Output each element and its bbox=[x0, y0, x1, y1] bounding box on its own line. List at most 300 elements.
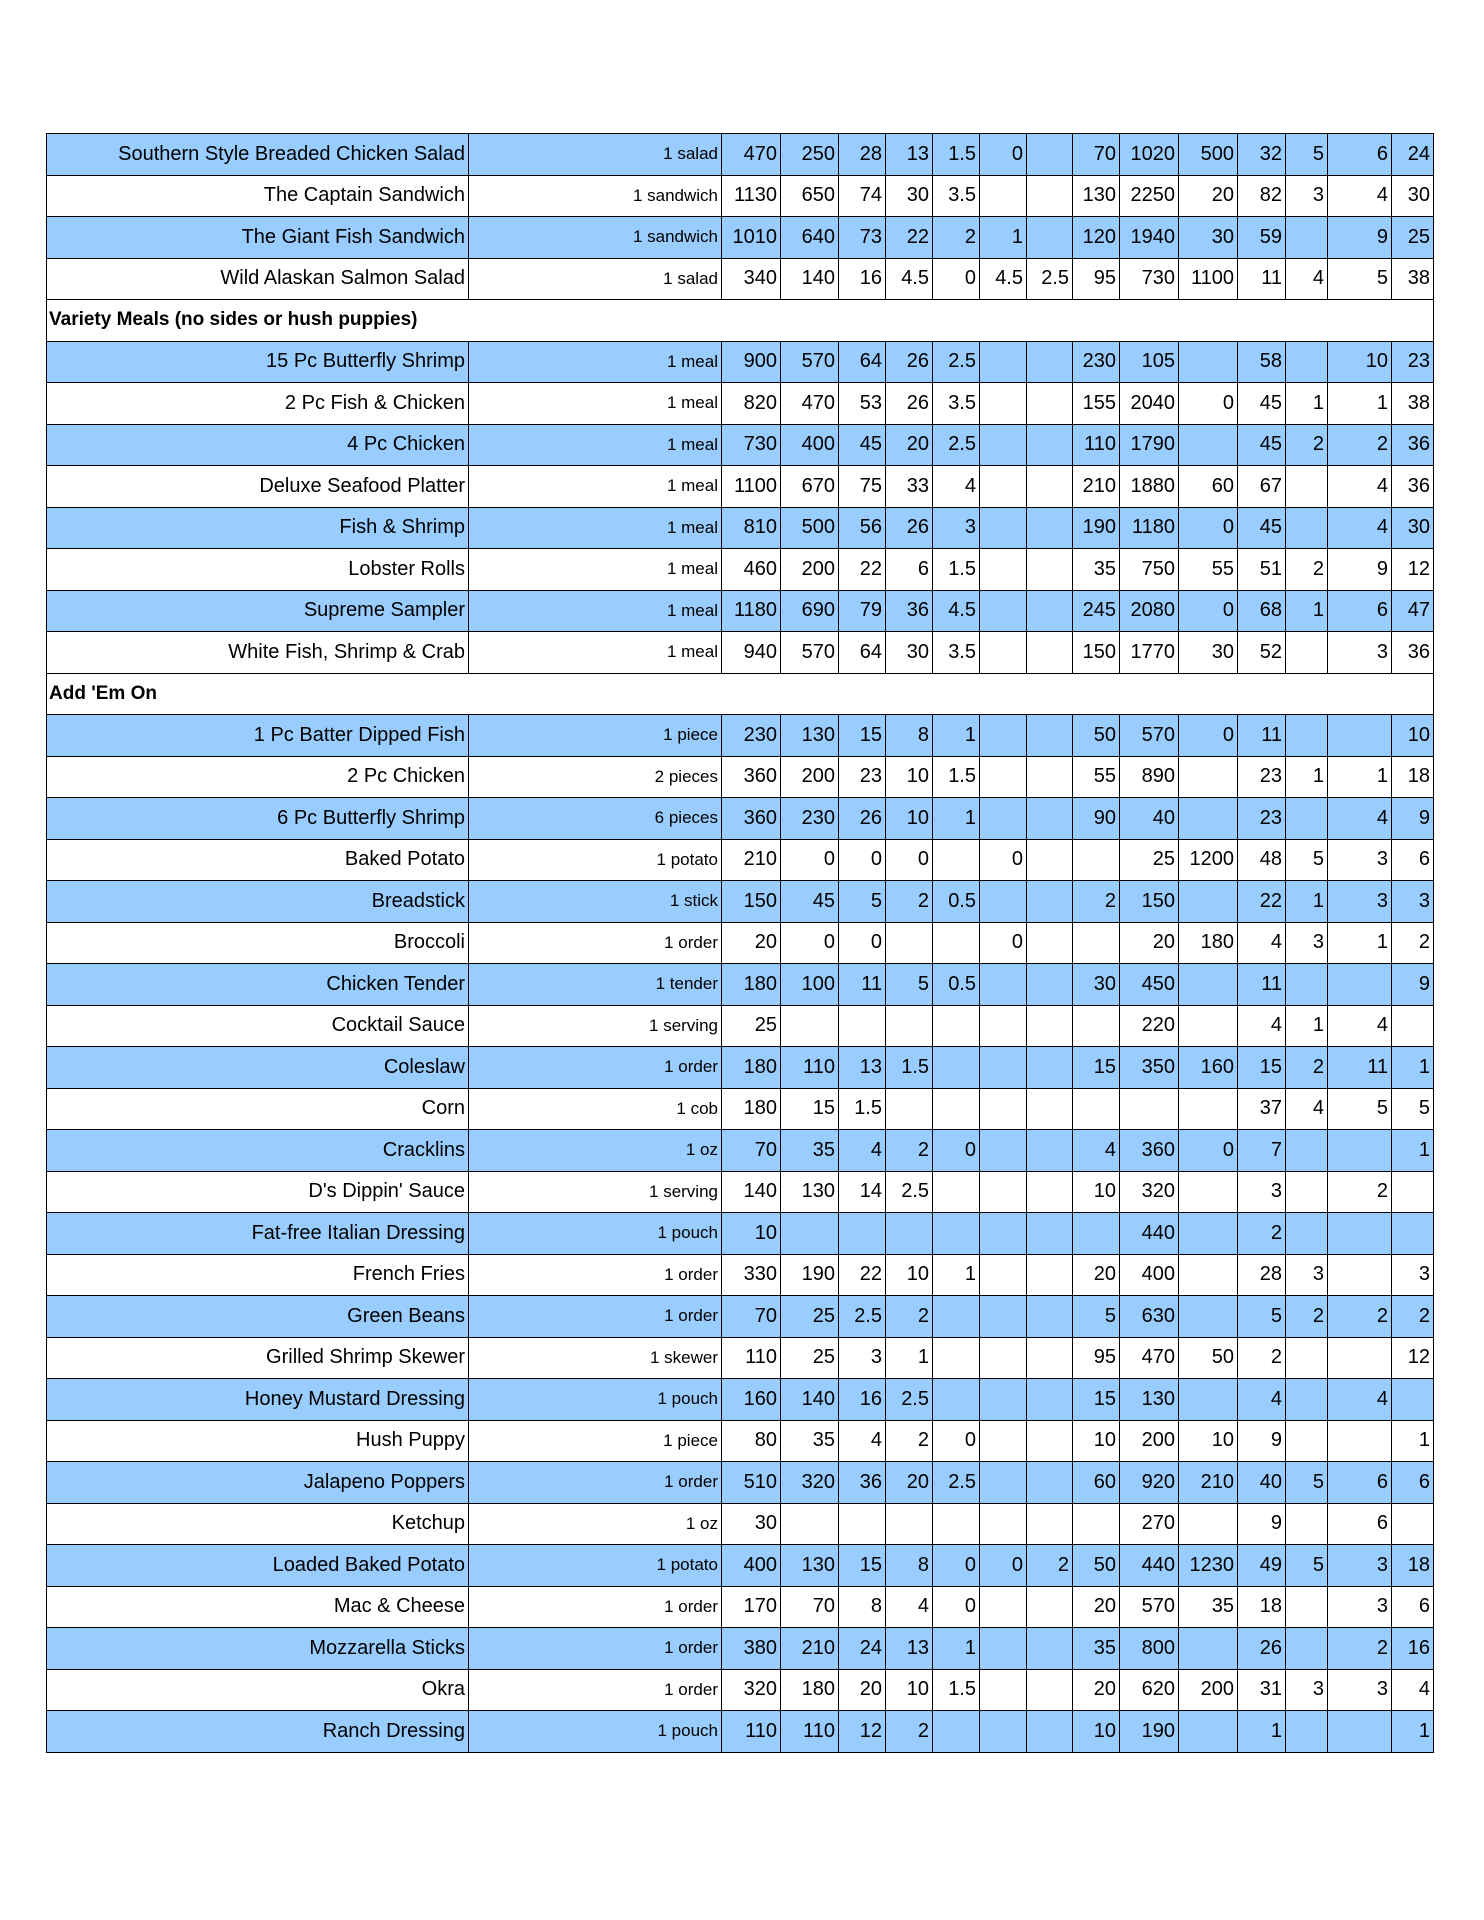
nutrient-value-cell bbox=[1392, 1503, 1434, 1545]
nutrient-value-cell bbox=[886, 1213, 933, 1255]
nutrient-value-cell: 1 bbox=[1286, 383, 1328, 425]
nutrient-value-cell: 1010 bbox=[722, 217, 781, 259]
nutrient-value-cell: 180 bbox=[1179, 922, 1238, 964]
nutrient-value-cell: 200 bbox=[1179, 1669, 1238, 1711]
table-row bbox=[47, 549, 1434, 591]
nutrient-value-cell: 70 bbox=[1073, 134, 1120, 176]
table-row bbox=[47, 1130, 1434, 1172]
nutrient-value-cell: 190 bbox=[781, 1254, 839, 1296]
nutrient-value-cell: 23 bbox=[839, 756, 886, 798]
nutrient-value-cell: 25 bbox=[1120, 839, 1179, 881]
nutrient-value-cell: 160 bbox=[1179, 1047, 1238, 1089]
nutrient-value-cell: 26 bbox=[1238, 1628, 1286, 1670]
nutrient-value-cell: 110 bbox=[722, 1337, 781, 1379]
nutrient-value-cell: 0 bbox=[980, 134, 1027, 176]
table-row bbox=[47, 839, 1434, 881]
nutrient-value-cell bbox=[980, 1337, 1027, 1379]
nutrient-value-cell: 20 bbox=[839, 1669, 886, 1711]
nutrient-value-cell bbox=[933, 839, 980, 881]
table-row bbox=[47, 1254, 1434, 1296]
nutrient-value-cell: 52 bbox=[1238, 632, 1286, 674]
nutrient-value-cell bbox=[1179, 1213, 1238, 1255]
nutrient-value-cell bbox=[781, 1213, 839, 1255]
nutrient-value-cell: 220 bbox=[1120, 1005, 1179, 1047]
nutrient-value-cell: 1 bbox=[933, 1254, 980, 1296]
nutrient-value-cell bbox=[1027, 175, 1073, 217]
nutrient-value-cell: 8 bbox=[886, 715, 933, 757]
nutrient-value-cell: 120 bbox=[1073, 217, 1120, 259]
nutrient-value-cell bbox=[1027, 1254, 1073, 1296]
nutrient-value-cell: 4 bbox=[1073, 1130, 1120, 1172]
nutrient-value-cell: 13 bbox=[886, 1628, 933, 1670]
nutrient-value-cell: 500 bbox=[1179, 134, 1238, 176]
nutrient-value-cell bbox=[1286, 1711, 1328, 1753]
nutrient-value-cell: 800 bbox=[1120, 1628, 1179, 1670]
nutrient-value-cell bbox=[839, 1213, 886, 1255]
nutrient-value-cell: 2 bbox=[1328, 1628, 1392, 1670]
nutrient-value-cell: 30 bbox=[886, 175, 933, 217]
nutrient-value-cell: 36 bbox=[1392, 632, 1434, 674]
nutrient-value-cell: 16 bbox=[1392, 1628, 1434, 1670]
table-row bbox=[47, 1171, 1434, 1213]
nutrient-value-cell bbox=[1179, 1296, 1238, 1338]
nutrient-value-cell: 130 bbox=[781, 715, 839, 757]
nutrient-value-cell: 22 bbox=[1238, 881, 1286, 923]
nutrient-value-cell bbox=[1179, 1171, 1238, 1213]
nutrient-value-cell bbox=[1179, 1254, 1238, 1296]
nutrient-value-cell: 51 bbox=[1238, 549, 1286, 591]
table-row bbox=[47, 1213, 1434, 1255]
nutrient-value-cell: 190 bbox=[1073, 507, 1120, 549]
serving-size-cell: 1 pouch bbox=[469, 1213, 722, 1255]
nutrient-value-cell: 650 bbox=[781, 175, 839, 217]
item-name-cell: Loaded Baked Potato bbox=[47, 1545, 469, 1587]
nutrient-value-cell: 330 bbox=[722, 1254, 781, 1296]
nutrient-value-cell: 4 bbox=[1238, 1379, 1286, 1421]
nutrient-value-cell: 14 bbox=[839, 1171, 886, 1213]
table-row bbox=[47, 1047, 1434, 1089]
nutrient-value-cell: 20 bbox=[1073, 1669, 1120, 1711]
nutrient-value-cell bbox=[1328, 1711, 1392, 1753]
nutrient-value-cell: 30 bbox=[886, 632, 933, 674]
serving-size-cell: 1 cob bbox=[469, 1088, 722, 1130]
nutrient-value-cell: 25 bbox=[781, 1296, 839, 1338]
nutrient-value-cell: 0 bbox=[781, 922, 839, 964]
nutrient-value-cell: 6 bbox=[1392, 1462, 1434, 1504]
nutrient-value-cell bbox=[1286, 964, 1328, 1006]
nutrient-value-cell: 2 bbox=[886, 1130, 933, 1172]
nutrient-value-cell: 320 bbox=[781, 1462, 839, 1504]
nutrient-value-cell bbox=[980, 1462, 1027, 1504]
table-row bbox=[47, 798, 1434, 840]
nutrient-value-cell bbox=[1286, 507, 1328, 549]
table-row bbox=[47, 1669, 1434, 1711]
nutrient-value-cell: 130 bbox=[1073, 175, 1120, 217]
nutrient-value-cell: 1.5 bbox=[933, 1669, 980, 1711]
nutrient-value-cell bbox=[1073, 1213, 1120, 1255]
nutrient-value-cell: 35 bbox=[781, 1130, 839, 1172]
nutrient-value-cell bbox=[1179, 881, 1238, 923]
table-row bbox=[47, 1379, 1434, 1421]
nutrient-value-cell: 1 bbox=[1238, 1711, 1286, 1753]
nutrient-value-cell: 13 bbox=[839, 1047, 886, 1089]
nutrient-value-cell: 0.5 bbox=[933, 881, 980, 923]
nutrient-value-cell: 400 bbox=[781, 424, 839, 466]
serving-size-cell: 1 serving bbox=[469, 1171, 722, 1213]
nutrient-value-cell: 210 bbox=[1073, 466, 1120, 508]
nutrient-value-cell bbox=[1179, 964, 1238, 1006]
nutrient-value-cell: 3 bbox=[1328, 632, 1392, 674]
nutrient-value-cell: 0 bbox=[980, 922, 1027, 964]
nutrient-value-cell: 200 bbox=[781, 756, 839, 798]
nutrient-value-cell bbox=[1073, 1088, 1120, 1130]
nutrient-value-cell: 10 bbox=[886, 1254, 933, 1296]
table-row bbox=[47, 922, 1434, 964]
nutrient-value-cell bbox=[933, 1005, 980, 1047]
nutrient-value-cell: 2.5 bbox=[886, 1171, 933, 1213]
nutrient-value-cell bbox=[1027, 1462, 1073, 1504]
nutrient-value-cell bbox=[886, 1005, 933, 1047]
nutrient-value-cell: 11 bbox=[1238, 964, 1286, 1006]
nutrient-value-cell: 20 bbox=[1073, 1254, 1120, 1296]
nutrient-value-cell: 230 bbox=[1073, 341, 1120, 383]
item-name-cell: 6 Pc Butterfly Shrimp bbox=[47, 798, 469, 840]
nutrient-value-cell: 5 bbox=[1238, 1296, 1286, 1338]
nutrient-value-cell bbox=[980, 1379, 1027, 1421]
serving-size-cell: 1 meal bbox=[469, 424, 722, 466]
nutrient-value-cell: 10 bbox=[1073, 1171, 1120, 1213]
nutrient-value-cell: 11 bbox=[839, 964, 886, 1006]
nutrient-value-cell: 110 bbox=[722, 1711, 781, 1753]
serving-size-cell: 2 pieces bbox=[469, 756, 722, 798]
nutrient-value-cell: 1 bbox=[933, 798, 980, 840]
nutrient-value-cell: 56 bbox=[839, 507, 886, 549]
nutrient-value-cell: 4 bbox=[1328, 175, 1392, 217]
serving-size-cell: 1 meal bbox=[469, 549, 722, 591]
nutrient-value-cell: 15 bbox=[839, 715, 886, 757]
nutrient-value-cell: 0 bbox=[980, 839, 1027, 881]
nutrient-value-cell: 160 bbox=[722, 1379, 781, 1421]
nutrient-value-cell bbox=[933, 1337, 980, 1379]
nutrient-value-cell: 620 bbox=[1120, 1669, 1179, 1711]
nutrient-value-cell: 4 bbox=[839, 1130, 886, 1172]
nutrient-value-cell bbox=[886, 922, 933, 964]
table-row bbox=[47, 1545, 1434, 1587]
nutrient-value-cell: 1230 bbox=[1179, 1545, 1238, 1587]
nutrient-value-cell bbox=[980, 1213, 1027, 1255]
nutrient-value-cell: 1 bbox=[1286, 881, 1328, 923]
nutrient-value-cell: 3.5 bbox=[933, 383, 980, 425]
item-name-cell: White Fish, Shrimp & Crab bbox=[47, 632, 469, 674]
nutrient-value-cell: 3 bbox=[1286, 1254, 1328, 1296]
nutrient-value-cell bbox=[1027, 756, 1073, 798]
nutrient-value-cell: 1 bbox=[1328, 922, 1392, 964]
nutrient-value-cell bbox=[980, 1420, 1027, 1462]
nutrient-value-cell: 30 bbox=[1392, 507, 1434, 549]
nutrient-value-cell bbox=[1027, 549, 1073, 591]
nutrient-value-cell bbox=[1027, 1379, 1073, 1421]
table-row bbox=[47, 134, 1434, 176]
nutrient-value-cell: 55 bbox=[1179, 549, 1238, 591]
nutrient-value-cell: 23 bbox=[1238, 798, 1286, 840]
nutrient-value-cell: 1.5 bbox=[933, 756, 980, 798]
nutrient-value-cell: 1 bbox=[1286, 590, 1328, 632]
nutrient-value-cell bbox=[980, 507, 1027, 549]
nutrient-value-cell: 35 bbox=[781, 1420, 839, 1462]
nutrient-value-cell: 3 bbox=[1238, 1171, 1286, 1213]
nutrient-value-cell bbox=[1073, 839, 1120, 881]
nutrient-value-cell: 50 bbox=[1073, 715, 1120, 757]
nutrient-value-cell: 49 bbox=[1238, 1545, 1286, 1587]
nutrient-value-cell: 1.5 bbox=[933, 134, 980, 176]
nutrient-value-cell bbox=[933, 1171, 980, 1213]
nutrient-value-cell: 1020 bbox=[1120, 134, 1179, 176]
nutrient-value-cell: 25 bbox=[781, 1337, 839, 1379]
nutrient-value-cell bbox=[1286, 632, 1328, 674]
nutrient-value-cell bbox=[1392, 1171, 1434, 1213]
table-row bbox=[47, 1586, 1434, 1628]
nutrient-value-cell bbox=[1286, 1628, 1328, 1670]
nutrient-value-cell: 2 bbox=[1027, 1545, 1073, 1587]
nutrient-value-cell: 320 bbox=[722, 1669, 781, 1711]
nutrient-value-cell: 1 bbox=[1392, 1711, 1434, 1753]
nutrient-value-cell: 3 bbox=[1328, 839, 1392, 881]
nutrient-value-cell bbox=[1328, 1130, 1392, 1172]
nutrient-value-cell bbox=[980, 798, 1027, 840]
nutrient-value-cell: 2 bbox=[886, 1296, 933, 1338]
nutrient-value-cell: 15 bbox=[781, 1088, 839, 1130]
nutrient-value-cell: 22 bbox=[886, 217, 933, 259]
nutrient-value-cell: 26 bbox=[886, 341, 933, 383]
nutrient-value-cell bbox=[980, 715, 1027, 757]
nutrient-value-cell: 20 bbox=[1120, 922, 1179, 964]
nutrient-value-cell: 470 bbox=[781, 383, 839, 425]
nutrient-value-cell: 100 bbox=[781, 964, 839, 1006]
nutrient-value-cell: 53 bbox=[839, 383, 886, 425]
nutrient-value-cell: 360 bbox=[1120, 1130, 1179, 1172]
nutrient-value-cell: 23 bbox=[1392, 341, 1434, 383]
nutrient-value-cell: 50 bbox=[1179, 1337, 1238, 1379]
nutrient-value-cell: 0 bbox=[933, 1545, 980, 1587]
nutrient-value-cell: 70 bbox=[722, 1296, 781, 1338]
nutrient-value-cell: 9 bbox=[1328, 549, 1392, 591]
nutrient-value-cell: 64 bbox=[839, 632, 886, 674]
nutrient-value-cell: 26 bbox=[886, 507, 933, 549]
nutrient-value-cell: 510 bbox=[722, 1462, 781, 1504]
item-name-cell: Corn bbox=[47, 1088, 469, 1130]
nutrient-value-cell: 15 bbox=[1073, 1047, 1120, 1089]
nutrient-value-cell bbox=[1027, 1296, 1073, 1338]
nutrient-value-cell: 4 bbox=[839, 1420, 886, 1462]
table-row bbox=[47, 424, 1434, 466]
table-row bbox=[47, 507, 1434, 549]
serving-size-cell: 1 tender bbox=[469, 964, 722, 1006]
table-row bbox=[47, 715, 1434, 757]
nutrient-value-cell: 500 bbox=[781, 507, 839, 549]
nutrient-value-cell: 0 bbox=[781, 839, 839, 881]
nutrient-value-cell: 4.5 bbox=[980, 258, 1027, 300]
nutrient-value-cell: 130 bbox=[781, 1171, 839, 1213]
nutrient-value-cell bbox=[1286, 217, 1328, 259]
nutrient-value-cell bbox=[1027, 590, 1073, 632]
nutrient-value-cell: 1100 bbox=[722, 466, 781, 508]
table-row bbox=[47, 341, 1434, 383]
nutrient-value-cell bbox=[1027, 1088, 1073, 1130]
nutrient-value-cell: 47 bbox=[1392, 590, 1434, 632]
nutrient-value-cell: 0 bbox=[839, 922, 886, 964]
nutrient-value-cell: 12 bbox=[1392, 549, 1434, 591]
serving-size-cell: 1 meal bbox=[469, 383, 722, 425]
nutrient-value-cell bbox=[980, 756, 1027, 798]
nutrient-value-cell: 18 bbox=[1238, 1586, 1286, 1628]
nutrient-value-cell bbox=[980, 1711, 1027, 1753]
nutrient-value-cell bbox=[980, 1669, 1027, 1711]
nutrient-value-cell: 1880 bbox=[1120, 466, 1179, 508]
nutrient-value-cell: 140 bbox=[781, 258, 839, 300]
nutrient-value-cell: 2.5 bbox=[1027, 258, 1073, 300]
item-name-cell: Ketchup bbox=[47, 1503, 469, 1545]
nutrient-value-cell: 4 bbox=[1328, 507, 1392, 549]
nutrient-value-cell: 82 bbox=[1238, 175, 1286, 217]
nutrient-value-cell bbox=[980, 341, 1027, 383]
nutrient-value-cell: 3 bbox=[1286, 175, 1328, 217]
nutrient-value-cell: 630 bbox=[1120, 1296, 1179, 1338]
nutrient-value-cell bbox=[980, 383, 1027, 425]
nutrient-value-cell: 45 bbox=[781, 881, 839, 923]
serving-size-cell: 1 salad bbox=[469, 258, 722, 300]
nutrient-value-cell: 200 bbox=[781, 549, 839, 591]
nutrient-value-cell: 6 bbox=[1392, 1586, 1434, 1628]
nutrient-value-cell: 130 bbox=[781, 1545, 839, 1587]
nutrient-value-cell: 9 bbox=[1328, 217, 1392, 259]
nutrient-value-cell bbox=[980, 964, 1027, 1006]
nutrient-value-cell: 5 bbox=[1073, 1296, 1120, 1338]
nutrient-value-cell: 0 bbox=[1179, 715, 1238, 757]
nutrient-value-cell: 2.5 bbox=[933, 424, 980, 466]
nutrient-value-cell: 73 bbox=[839, 217, 886, 259]
nutrient-value-cell: 48 bbox=[1238, 839, 1286, 881]
nutrient-value-cell bbox=[933, 1213, 980, 1255]
item-name-cell: Coleslaw bbox=[47, 1047, 469, 1089]
table-row bbox=[47, 466, 1434, 508]
nutrient-value-cell bbox=[980, 1171, 1027, 1213]
nutrient-value-cell bbox=[1392, 1005, 1434, 1047]
nutrient-value-cell: 270 bbox=[1120, 1503, 1179, 1545]
nutrient-value-cell: 5 bbox=[1328, 1088, 1392, 1130]
nutrient-value-cell: 1 bbox=[1286, 756, 1328, 798]
nutrient-value-cell: 890 bbox=[1120, 756, 1179, 798]
item-name-cell: Ranch Dressing bbox=[47, 1711, 469, 1753]
nutrient-value-cell: 30 bbox=[1392, 175, 1434, 217]
nutrient-value-cell: 2 bbox=[1238, 1213, 1286, 1255]
nutrient-value-cell bbox=[980, 1503, 1027, 1545]
nutrient-value-cell bbox=[1286, 466, 1328, 508]
nutrient-value-cell: 11 bbox=[1238, 715, 1286, 757]
nutrient-value-cell: 7 bbox=[1238, 1130, 1286, 1172]
nutrient-value-cell: 3.5 bbox=[933, 175, 980, 217]
nutrient-value-cell: 180 bbox=[781, 1669, 839, 1711]
table-row bbox=[47, 964, 1434, 1006]
nutrient-value-cell: 60 bbox=[1179, 466, 1238, 508]
nutrient-value-cell: 5 bbox=[1392, 1088, 1434, 1130]
nutrient-value-cell: 0 bbox=[1179, 507, 1238, 549]
nutrient-value-cell: 16 bbox=[839, 258, 886, 300]
nutrient-value-cell: 2250 bbox=[1120, 175, 1179, 217]
nutrient-value-cell: 920 bbox=[1120, 1462, 1179, 1504]
nutrient-value-cell bbox=[1328, 1213, 1392, 1255]
nutrient-value-cell: 400 bbox=[722, 1545, 781, 1587]
nutrient-value-cell: 1 bbox=[933, 1628, 980, 1670]
nutrient-value-cell: 140 bbox=[722, 1171, 781, 1213]
nutrient-value-cell: 5 bbox=[886, 964, 933, 1006]
nutrient-value-cell: 1180 bbox=[1120, 507, 1179, 549]
nutrient-value-cell: 1 bbox=[1392, 1047, 1434, 1089]
nutrient-value-cell: 110 bbox=[781, 1047, 839, 1089]
table-row bbox=[47, 1503, 1434, 1545]
nutrient-value-cell: 360 bbox=[722, 798, 781, 840]
nutrient-value-cell bbox=[980, 1296, 1027, 1338]
nutrient-value-cell: 2 bbox=[1286, 1047, 1328, 1089]
nutrient-value-cell bbox=[980, 549, 1027, 591]
nutrient-value-cell bbox=[1286, 1586, 1328, 1628]
nutrient-value-cell: 440 bbox=[1120, 1213, 1179, 1255]
nutrient-value-cell: 1.5 bbox=[886, 1047, 933, 1089]
nutrient-value-cell: 3 bbox=[1328, 1669, 1392, 1711]
nutrient-value-cell: 1 bbox=[886, 1337, 933, 1379]
nutrient-value-cell: 2 bbox=[1328, 1171, 1392, 1213]
nutrient-value-cell: 95 bbox=[1073, 1337, 1120, 1379]
nutrient-value-cell: 35 bbox=[1179, 1586, 1238, 1628]
item-name-cell: D's Dippin' Sauce bbox=[47, 1171, 469, 1213]
nutrient-value-cell: 110 bbox=[1073, 424, 1120, 466]
nutrient-value-cell: 2 bbox=[1286, 424, 1328, 466]
serving-size-cell: 1 order bbox=[469, 1047, 722, 1089]
item-name-cell: Chicken Tender bbox=[47, 964, 469, 1006]
nutrient-value-cell bbox=[980, 424, 1027, 466]
nutrient-value-cell bbox=[1027, 1213, 1073, 1255]
table-row bbox=[47, 1088, 1434, 1130]
nutrient-value-cell: 25 bbox=[722, 1005, 781, 1047]
nutrient-value-cell bbox=[1027, 922, 1073, 964]
item-name-cell: 1 Pc Batter Dipped Fish bbox=[47, 715, 469, 757]
table-row bbox=[47, 1420, 1434, 1462]
nutrient-value-cell: 0 bbox=[1179, 590, 1238, 632]
nutrient-value-cell: 6 bbox=[1392, 839, 1434, 881]
item-name-cell: Supreme Sampler bbox=[47, 590, 469, 632]
nutrient-value-cell: 440 bbox=[1120, 1545, 1179, 1587]
nutrient-value-cell: 2080 bbox=[1120, 590, 1179, 632]
nutrient-value-cell: 6 bbox=[1328, 590, 1392, 632]
nutrient-value-cell: 20 bbox=[886, 424, 933, 466]
nutrient-value-cell bbox=[980, 1005, 1027, 1047]
nutrient-value-cell bbox=[1027, 1586, 1073, 1628]
nutrient-value-cell: 2040 bbox=[1120, 383, 1179, 425]
nutrient-value-cell: 400 bbox=[1120, 1254, 1179, 1296]
nutrient-value-cell bbox=[1286, 1503, 1328, 1545]
nutrient-value-cell bbox=[933, 1379, 980, 1421]
nutrient-value-cell: 36 bbox=[839, 1462, 886, 1504]
nutrient-value-cell: 810 bbox=[722, 507, 781, 549]
nutrient-value-cell: 24 bbox=[839, 1628, 886, 1670]
nutrient-value-cell bbox=[1286, 798, 1328, 840]
nutrient-value-cell: 8 bbox=[839, 1586, 886, 1628]
nutrient-value-cell: 245 bbox=[1073, 590, 1120, 632]
table-row bbox=[47, 258, 1434, 300]
serving-size-cell: 1 order bbox=[469, 1628, 722, 1670]
table-row bbox=[47, 217, 1434, 259]
nutrient-value-cell: 38 bbox=[1392, 383, 1434, 425]
nutrient-value-cell bbox=[1027, 1711, 1073, 1753]
